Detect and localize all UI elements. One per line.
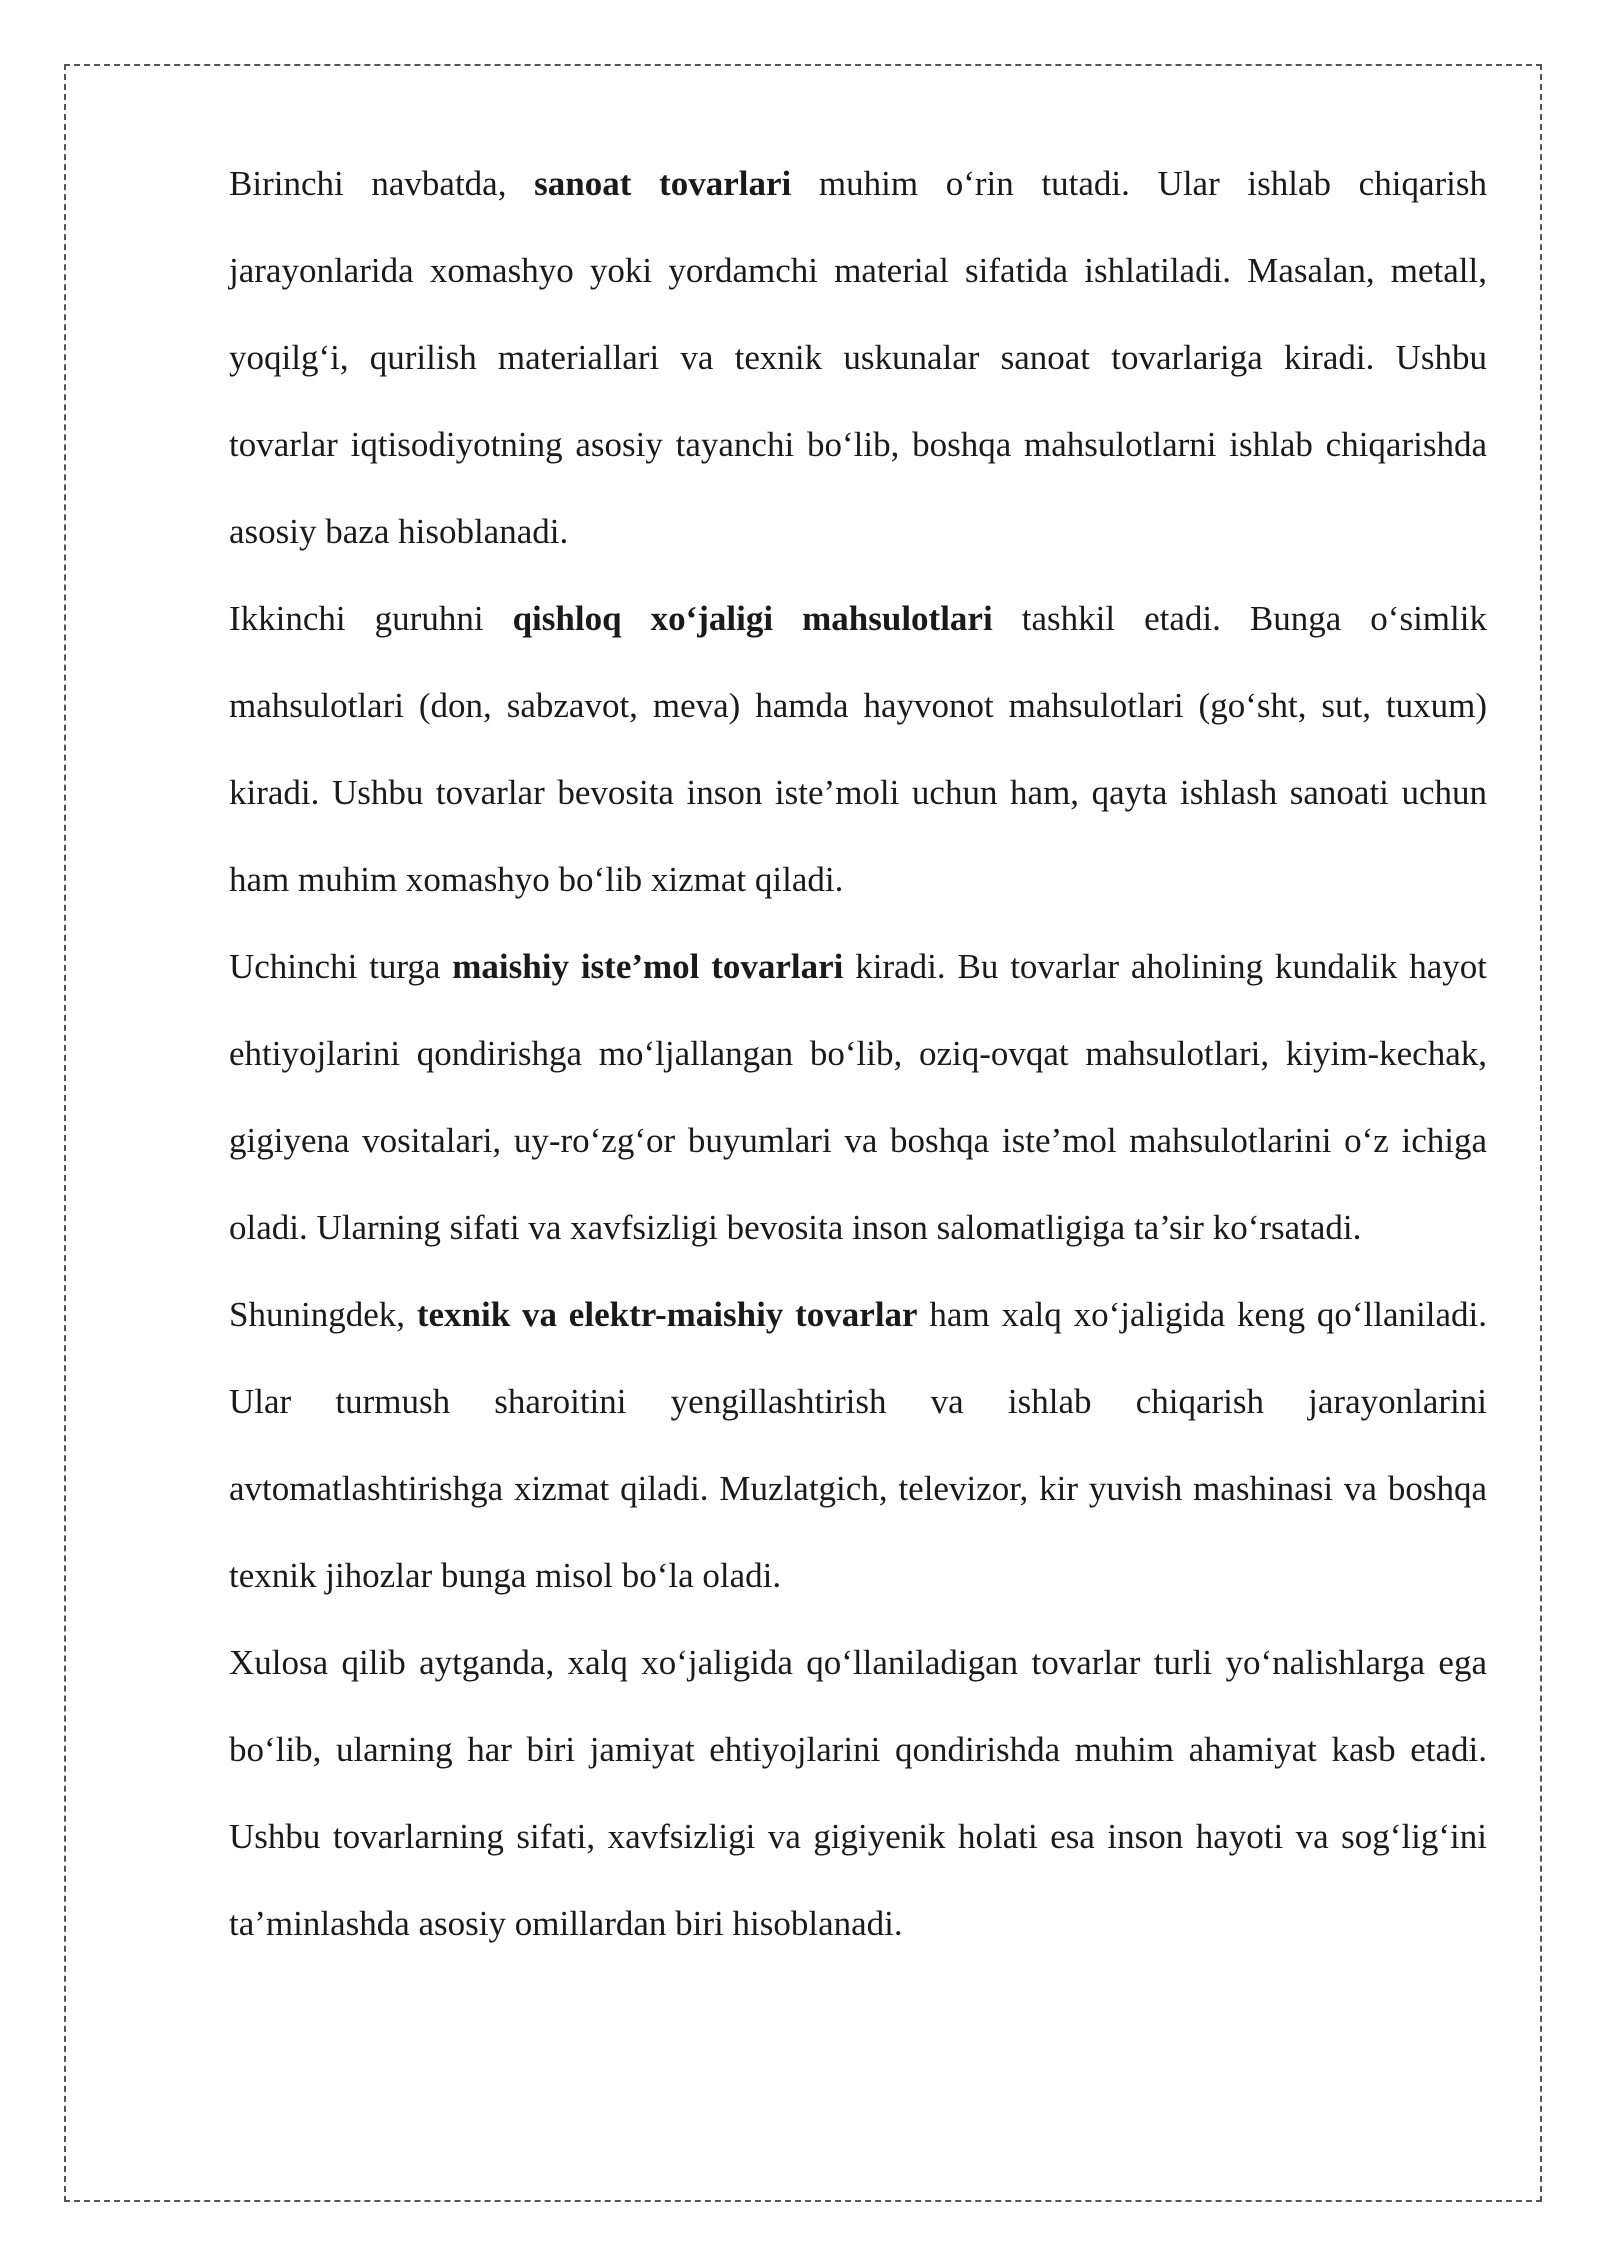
document-body — [229, 140, 1487, 1967]
bold-term: qishloq xo‘jaligi mahsulotlari — [512, 599, 993, 638]
paragraph-technical-goods — [229, 1271, 1487, 1619]
paragraph-conclusion — [229, 1619, 1487, 1967]
bold-term: texnik va elektr-maishiy tovarlar — [416, 1295, 918, 1334]
paragraph-consumer-goods — [229, 923, 1487, 1271]
paragraph-text: Ikkinchi guruhni — [229, 599, 513, 638]
paragraph-text: muhim o‘rin tutadi. Ular ishlab chiqarish jarayonlarida xomashyo yoki yordamchi material sifatida ishlatiladi. Masalan, metall, yoqilg‘i, qurilish materiallari va texnik uskunalar sanoat tovarlariga kiradi. Ushbu tovarlar iqtisodiyotning asosiy tayanchi bo‘lib, boshqa mahsulotlarni ishlab chiqarishda asosiy baza hisoblanadi. — [229, 164, 1487, 551]
paragraph-text: kiradi. Bu tovarlar aholining kundalik hayot ehtiyojlarini qondirishga mo‘ljallangan bo‘lib, oziq-ovqat mahsulotlari, kiyim-kechak, gigiyena vositalari, uy-ro‘zg‘or buyumlari va boshqa iste’mol mahsulotlarini o‘z ichiga oladi. Ularning sifati va xavfsizligi bevosita inson salomatligiga ta’sir ko‘rsatadi. — [229, 947, 1488, 1247]
paragraph-industrial-goods — [229, 140, 1487, 575]
paragraph-text: ham xalq xo‘jaligida keng qo‘llaniladi. Ular turmush sharoitini yengillashtirish va ishlab chiqarish jarayonlarini avtomatlashtirishga xizmat qiladi. Muzlatgich, televizor, kir yuvish mashinasi va boshqa texnik jihozlar bunga misol bo‘la oladi. — [229, 1295, 1487, 1595]
paragraph-agricultural-products — [229, 575, 1487, 923]
paragraph-text: Birinchi navbatda, — [229, 164, 535, 203]
bold-term: maishiy iste’mol tovarlari — [452, 947, 844, 986]
paragraph-text: tashkil etadi. Bunga o‘simlik mahsulotlari (don, sabzavot, meva) hamda hayvonot mahsulotlari (go‘sht, sut, tuxum) kiradi. Ushbu tovarlar bevosita inson iste’moli uchun ham, qayta ishlash sanoati uchun ham muhim xomashyo bo‘lib xizmat qiladi. — [229, 599, 1487, 899]
paragraph-text: Shuningdek, — [229, 1295, 417, 1334]
paragraph-text: Uchinchi turga — [229, 947, 453, 986]
bold-term: sanoat tovarlari — [534, 164, 792, 203]
paragraph-text: Xulosa qilib aytganda, xalq xo‘jaligida qo‘llaniladigan tovarlar turli yo‘nalishlarga ega bo‘lib, ularning har biri jamiyat ehtiyojlarini qondirishda muhim ahamiyat kasb etadi. Ushbu tovarlarning sifati, xavfsizligi va gigiyenik holati esa inson hayoti va sog‘lig‘ini ta’minlashda asosiy omillardan biri hisoblanadi. — [229, 1643, 1487, 1943]
